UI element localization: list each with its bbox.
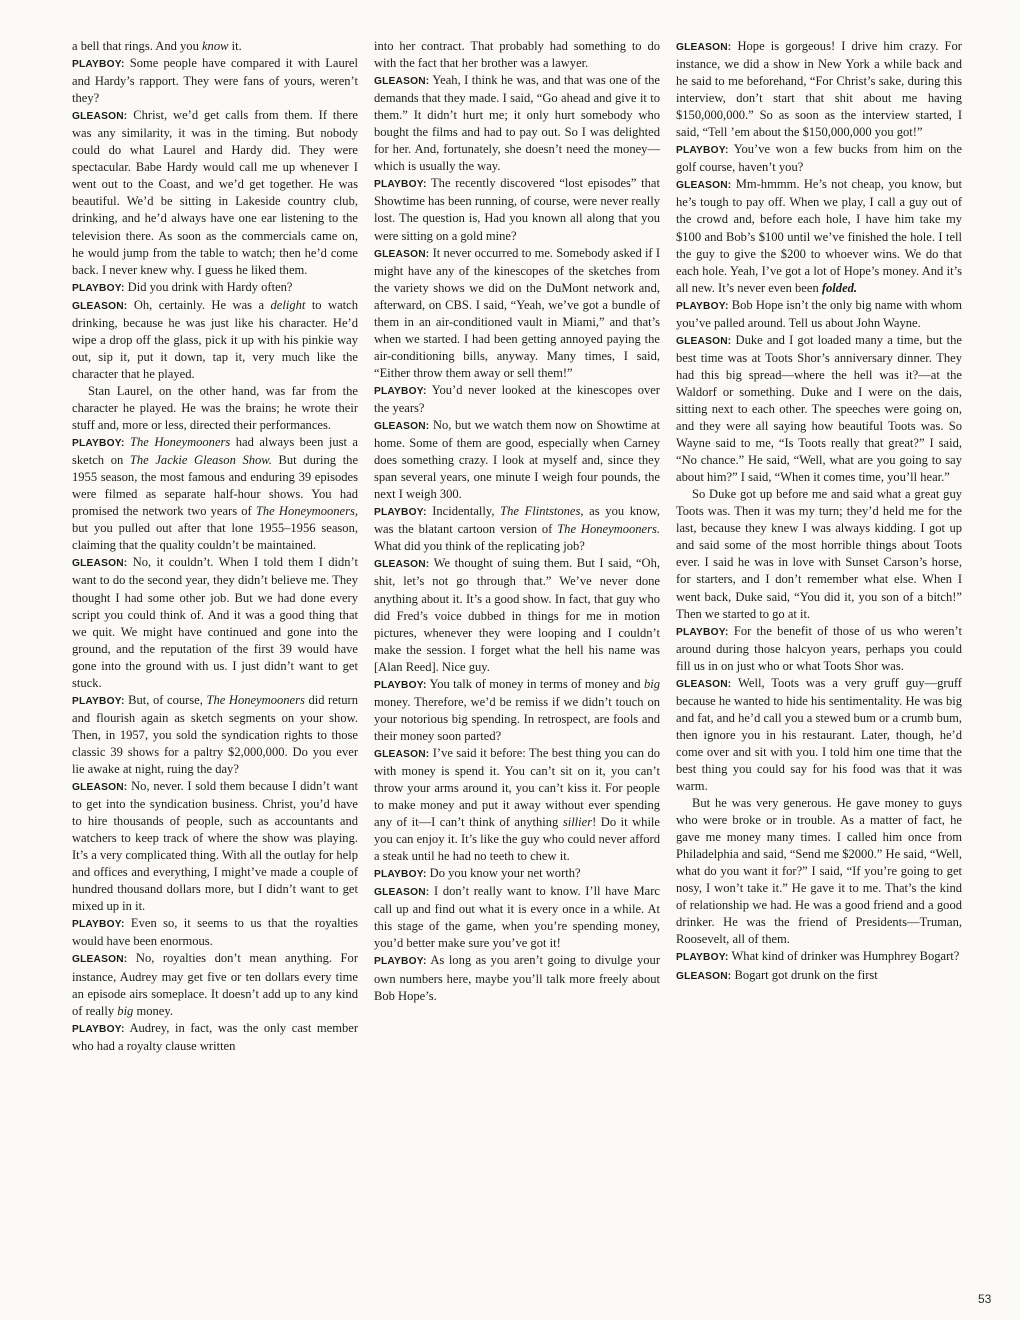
speaker-label: GLEASON: [676,678,732,690]
paragraph [676,795,962,948]
speaker-label: PLAYBOY: [72,59,125,71]
body-text: money. [133,1003,173,1018]
paragraph [374,382,660,417]
paragraph [72,692,358,778]
body-text: It never occurred to me. Somebody asked if I might have any of the kinescopes of the sketches from the variety shows we did on the DuMont network and, afterward, on CBS. I said, “Yeah, we’ve got a bundle of them in an air-conditioned vault in Miami,” and that’s when we started. I had been getting annoyed paying the air-conditioning bills, anyway. Many times, I said, “Either throw them away or sell them!” [374,245,660,380]
paragraph [72,38,358,55]
italic-text: big [643,676,660,691]
body-text: Yeah, I think he was, and that was one of the demands that they made. I said, “Go ahead and give it to them.” It didn’t hurt me; it only hurt somebody who bought the films and had to pay out. So I was delighted for her. And, fortunately, she doesn’t need the money—which is usually the way. [374,73,660,174]
body-text: ! Do it while you can enjoy it. It’s like the guy who could never afford a steak until he had no teeth to chew it. [374,815,660,864]
paragraph [374,883,660,952]
paragraph [676,332,962,486]
italic-text: sillier [562,815,593,830]
speaker-label: PLAYBOY: [676,145,729,157]
body-text: No, but we watch them now on Showtime at home. Some of them are good, especially when Carney does something crazy. I look at myself and, since they span several years, one minute I weigh four pounds, the next I weigh 300. [374,418,660,502]
body-text: The recently discovered “lost episodes” that Showtime has been running, of course, were never really lost. The question is, Had you known all along that you were sitting on a gold mine? [374,176,660,243]
paragraph [374,952,660,1004]
speaker-label: GLEASON: [72,558,128,570]
body-text: it. [228,39,242,53]
body-text: No, it couldn’t. When I told them I didn’t want to do the second year, they didn’t believe me. They thought I had some other job. But we had done every script you could think of. And it was a good thing that we quit. We might have continued and gone into the ground, and the reputation of the first 39 would have gone into the ground with us. I just didn’t want to get stuck. [72,555,358,690]
speaker-label: GLEASON: [72,111,128,123]
speaker-label: PLAYBOY: [676,952,729,964]
body-text: You talk of money in terms of money and [426,676,644,691]
speaker-label: PLAYBOY: [72,919,125,931]
paragraph [72,434,358,554]
paragraph [676,141,962,176]
body-text: Audrey, in fact, was the only cast member who had a royalty clause written [72,1020,358,1053]
body-text: Christ, we’d get calls from them. If there was any similarity, it was in the timing. But nobody could do what Laurel and Hardy did. They were spectacular. Babe Hardy would call me up whenever I went out to the Coast, and we’d get together. He was beautiful. We’d be sitting in Lakeside country club, drinking, and he’d always have one ear listening to the television there. As soon as the commercials came on, he would jump from the table to watch; then he’d come back. I never knew why. I guess he liked them. [72,108,358,277]
body-text: did return and flourish again as sketch segments on your show. Then, in 1957, you sold the syndication rights to those classic 39 shows for a paltry $2,000,000. Do you ever lie awake at night, ruing the day? [72,692,359,776]
body-text: but you pulled out after that lone 1955–1956 season, claiming that the quality couldn’t be maintained. [72,521,358,553]
body-text: What kind of drinker was Humphrey Bogart? [728,949,960,964]
speaker-label: PLAYBOY: [676,300,729,312]
paragraph [72,297,358,383]
paragraph [72,778,358,915]
paragraph [72,107,358,278]
paragraph [72,383,358,434]
body-text: Do you know your net worth? [426,866,581,881]
italic-text: know [201,39,229,53]
speaker-label: GLEASON: [374,248,430,260]
italic-text: The Honeymooners [206,692,305,707]
body-text: No, royalties don’t mean anything. For instance, Audrey may get five or ten dollars every time an episode airs someplace. It doesn’t add up to any kind of really [72,951,358,1018]
speaker-label: PLAYBOY: [72,695,125,707]
paragraph [374,865,660,883]
speaker-label: GLEASON: [374,421,430,433]
body-text: a bell that rings. And you [72,39,202,53]
italic-text: The Honeymooners, [255,504,358,519]
body-text: You’d never looked at the kinescopes over the years? [374,382,660,415]
body-text: Duke and I got loaded many a time, but the best time was at Toots Shor’s anniversary dinner. They had this big spread—where the hell was it?—at the Waldorf or something. Duke and I were on the dais, sitting next to each other. The speeches were going on, and they were all saying how beautiful Toots was. So Wayne said to me, “Is Toots really that great?” I said, “No chance.” He said, “Well, what are you going to say about him?” I said, “When it comes time, you’ll hear.” [676,332,962,485]
speaker-label: PLAYBOY: [374,869,427,881]
speaker-label: GLEASON: [676,970,732,982]
body-text: I’ve said it before: The best thing you can do with money is spend it. You can’t sit on it, you can’t throw your arms around it, you can’t kiss it. For people to make money and put it away without ever spending any of it—I can’t think of anything [374,745,660,830]
speaker-label: PLAYBOY: [374,385,427,397]
speaker-label: GLEASON: [676,42,732,53]
paragraph [72,1020,358,1055]
body-text: You’ve won a few bucks from him on the golf course, haven’t you? [676,142,962,175]
paragraph [72,554,358,691]
speaker-label: PLAYBOY: [72,282,125,294]
paragraph [374,72,660,175]
body-text: I don’t really want to know. I’ll have Marc call up and find out what it is every once in a while. At this stage of the game, when you’re spending money, you’d better make sure you’ve got it! [374,884,660,951]
body-text: What did you think of the replicating job? [374,539,585,554]
page-number: 53 [978,1292,992,1306]
body-text: to watch drinking, because he was just like his character. He’d wipe a drop off the glass, pick it up with his pinkie way out, sip it, put it down, tap it, very much like the character that he played. [72,297,358,381]
body-text: Well, Toots was a very gruff guy—gruff because he wanted to hide his sentimentality. He was big and fat, and he’d call you a stewed bum or a crumb bum, then ignore you in his restaurant. Later, though, he’d come over and sit with you. I told him one time that the best thing you could say for his food was that it was warm. [676,675,962,794]
body-text: But, of course, [124,692,207,707]
paragraph [72,915,358,950]
body-text: money. Therefore, we’d be remiss if we didn’t touch on your notorious big spending. In retrospect, are fools and their money soon parted? [374,694,660,743]
paragraph [374,38,660,72]
speaker-label: PLAYBOY: [374,679,427,691]
paragraph [374,175,660,244]
paragraph [676,948,962,966]
speaker-label: GLEASON: [676,180,732,192]
body-text: Incidentally, [426,504,501,519]
paragraph [72,279,358,297]
body-text: Oh, certainly. He was a [127,297,271,312]
paragraph [676,297,962,332]
paragraph [374,245,660,382]
speaker-label: PLAYBOY: [676,626,729,638]
body-text: We thought of suing them. But I said, “Oh, shit, let’s not go through that.” We’ve never done anything about it. It’s a good show. In fact, that guy who did Fred’s voice dubbed in things for me in motion pictures, whenever they were looping and I couldn’t make the session. I forget what the hell his name was [Alan Reed]. Nice guy. [374,556,660,674]
italic-text: delight [270,297,306,312]
text-column-3 [676,38,962,1055]
body-text: No, never. I sold them because I didn’t want to get into the syndication business. Christ, you’d have to hire thousands of people, such as accountants and watchers to keep track of where the show was playing. It’s a very complicated thing. With all the outlay for help and offices and everything, I might’ve made a couple of hundred thousand dollars more, but I didn’t want to get mixed up in it. [72,779,358,914]
speaker-label: GLEASON: [72,300,128,312]
speaker-label: PLAYBOY: [374,956,427,968]
body-text: Hope is gorgeous! I drive him crazy. For instance, we did a show in New York a while back and he said to me beforehand, “For Christ’s sake, during this interview, don’t start that shit about me having $150,000,000.” So as soon as the interview started, I said, “Tell ’em about the $150,000,000 you got!” [676,39,962,140]
body-text: Mm-hmmm. He’s not cheap, you know, but he’s tough to pay off. When we play, I call a guy out of the crowd and, before each hole, I have him take my $100 and Bob’s $100 until we’ve finished the hole. I tell the guy to give the $200 to whoever wins. We do that each hole. Yeah, I’ve got a lot of Hope’s money. And it’s all new. It’s never even been [676,177,962,295]
italic-text: folded. [821,280,858,295]
body-text: But he was very generous. He gave money to guys who were broke or in trouble. As a matter of fact, he gave me money many times. I called him once from Philadelphia and said, “Send me $2000.” He said, “Well, what do you want it for?” I said, “If you’re going to get nosy, I won’t take it.” He gave it to me. That’s the kind of relationship we had. He was a good friend and a good drinker. He was the friend of Presidents—Truman, Roosevelt, all of them. [676,796,962,947]
paragraph [676,675,962,795]
interview-columns [72,38,962,1055]
paragraph [676,38,962,141]
body-text: For the benefit of those of us who weren’t around during those halcyon years, perhaps you could fill us in on just who or what Toots Shor was. [676,623,962,673]
speaker-label: GLEASON: [72,954,128,966]
text-column-2 [374,38,660,1055]
body-text: into her contract. That probably had something to do with the fact that her brother was a lawyer. [374,39,660,71]
paragraph [374,676,660,745]
speaker-label: GLEASON: [374,887,430,899]
body-text: So Duke got up before me and said what a great guy Toots was. Then it was my turn; they’d held me for the last, because they knew I was always kidding. I got up and said some of the most horrible things about Toots ever. I said he was in love with Sunset Carson’s horse, for starters, and I don’t remember what else. When I went back, Duke said, “You did it, you son of a bitch!” Then we started to go at it. [676,487,962,621]
text-column-1 [72,38,358,1055]
speaker-label: PLAYBOY: [72,438,125,450]
italic-text: The Jackie Gleason Show. [129,453,272,468]
speaker-label: PLAYBOY: [374,179,427,191]
paragraph [676,486,962,622]
body-text: Did you drink with Hardy often? [124,279,293,294]
italic-text: The Honeymooners [130,435,231,450]
paragraph [676,176,962,296]
speaker-label: GLEASON: [374,559,430,571]
paragraph [72,55,358,107]
body-text: Bogart got drunk on the first [731,967,878,982]
body-text: But during the 1955 season, the most famous and enduring 39 episodes were filmed as separate half-hour shows. You had promised the network two years of [72,453,359,519]
italic-text: The Honeymooners. [557,522,660,537]
body-text: Some people have compared it with Laurel and Hardy’s rapport. They were fans of yours, weren’t they? [72,56,358,106]
body-text: Bob Hope isn’t the only big name with whom you’ve palled around. Tell us about John Wayne. [676,297,962,330]
paragraph [374,417,660,503]
speaker-label: PLAYBOY: [72,1023,125,1035]
body-text: as you know, was the blatant cartoon version of [374,504,660,537]
body-text: As long as you aren’t going to divulge your own numbers here, maybe you’ll talk more freely about Bob Hope’s. [374,953,660,1003]
paragraph [72,950,358,1019]
body-text: had always been just a sketch on [72,435,359,468]
body-text: Even so, it seems to us that the royalties would have been enormous. [72,916,358,949]
speaker-label: GLEASON: [374,748,430,760]
body-text: Stan Laurel, on the other hand, was far from the character he played. He was the brains; he wrote their stuff and, more or less, directed their performances. [72,383,358,433]
paragraph [374,555,660,675]
paragraph [374,745,660,865]
speaker-label: PLAYBOY: [374,507,427,519]
paragraph [676,967,962,985]
speaker-label: GLEASON: [72,782,128,794]
speaker-label: GLEASON: [676,335,732,347]
paragraph [676,623,962,675]
paragraph [374,503,660,555]
italic-text: big [117,1003,134,1018]
italic-text: The Flintstones, [500,504,584,519]
speaker-label: GLEASON: [374,76,430,88]
